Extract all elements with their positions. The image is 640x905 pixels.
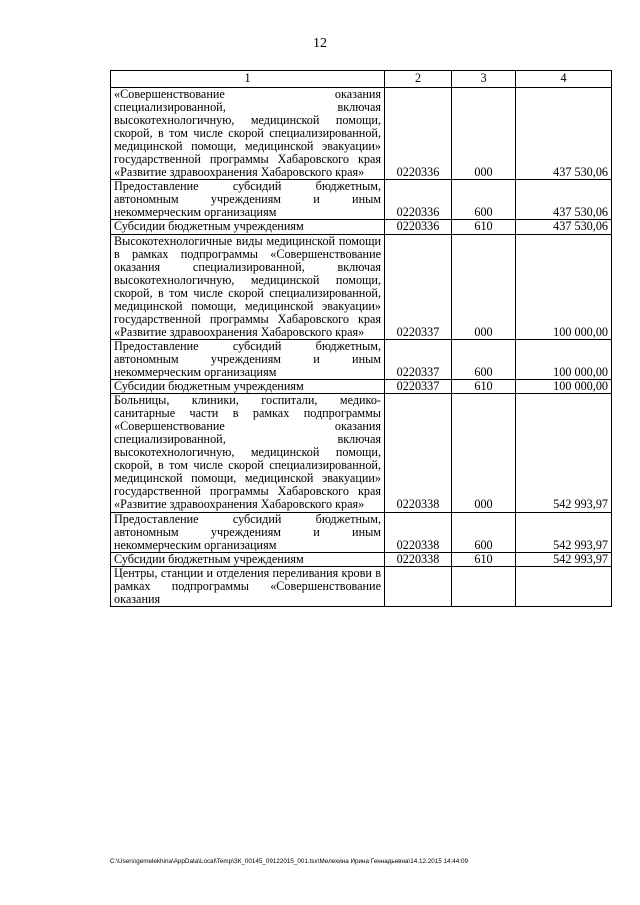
row-expense-type: 600: [452, 512, 516, 552]
row-description: Субсидии бюджетным учреждениям: [111, 380, 385, 394]
column-header-2: 2: [385, 71, 452, 88]
row-target-code: 0220338: [385, 394, 452, 512]
row-amount: 542 993,97: [516, 512, 612, 552]
row-expense-type: 610: [452, 380, 516, 394]
table-row: [111, 180, 612, 220]
row-description: Предоставление субсидий бюджетным, автономным учреждениям и иным некоммерческим организациям: [111, 180, 385, 220]
table-header-row: [111, 71, 612, 88]
row-target-code: 0220337: [385, 380, 452, 394]
row-target-code: [385, 566, 452, 606]
row-target-code: 0220337: [385, 339, 452, 379]
row-description: Субсидии бюджетным учреждениям: [111, 552, 385, 566]
row-target-code: 0220338: [385, 552, 452, 566]
budget-table: [110, 70, 612, 607]
row-amount: 542 993,97: [516, 552, 612, 566]
row-target-code: 0220338: [385, 512, 452, 552]
table-row: [111, 566, 612, 606]
row-amount: 437 530,06: [516, 180, 612, 220]
row-amount: 542 993,97: [516, 394, 612, 512]
page-number: 12: [313, 36, 327, 51]
row-target-code: 0220337: [385, 234, 452, 339]
row-expense-type: 610: [452, 220, 516, 234]
row-amount: 437 530,06: [516, 88, 612, 180]
column-header-4: 4: [516, 71, 612, 88]
table-row: [111, 380, 612, 394]
row-expense-type: 600: [452, 180, 516, 220]
row-expense-type: 610: [452, 552, 516, 566]
footer-file-path: C:\Users\gemelekhina\AppData\Local\Temp\ЗК_00145_09122015_001.tsx\Мелехина Ирина Геннадьевна\14.12.2015 14:44:09: [110, 858, 469, 865]
table-row: [111, 394, 612, 512]
row-description: «Совершенствование оказания специализированной, включая высокотехнологичную, медицинской помощи, скорой, в том числе скорой специализированной, медицинской помощи, медицинской эвакуации» государственной программы Хабаровского края «Развитие здравоохранения Хабаровского края»: [111, 88, 385, 180]
row-amount: 437 530,06: [516, 220, 612, 234]
row-expense-type: [452, 566, 516, 606]
table-row: [111, 88, 612, 180]
row-expense-type: 600: [452, 339, 516, 379]
table-row: [111, 234, 612, 339]
row-amount: 100 000,00: [516, 339, 612, 379]
row-description: Предоставление субсидий бюджетным, автономным учреждениям и иным некоммерческим организациям: [111, 512, 385, 552]
row-amount: 100 000,00: [516, 234, 612, 339]
row-description: Предоставление субсидий бюджетным, автономным учреждениям и иным некоммерческим организациям: [111, 339, 385, 379]
row-target-code: 0220336: [385, 88, 452, 180]
table-row: [111, 552, 612, 566]
row-target-code: 0220336: [385, 220, 452, 234]
row-expense-type: 000: [452, 234, 516, 339]
table-row: [111, 220, 612, 234]
row-expense-type: 000: [452, 88, 516, 180]
row-description: Высокотехнологичные виды медицинской помощи в рамках подпрограммы «Совершенствование оказания специализированной, включая высокотехнологичную, медицинской помощи, скорой, в том числе скорой специализированной, медицинской помощи, медицинской эвакуации» государственной программы Хабаровского края «Развитие здравоохранения Хабаровского края»: [111, 234, 385, 339]
column-header-1: 1: [111, 71, 385, 88]
row-description: Центры, станции и отделения переливания крови в рамках подпрограммы «Совершенствование оказания: [111, 566, 385, 606]
row-description: Субсидии бюджетным учреждениям: [111, 220, 385, 234]
column-header-3: 3: [452, 71, 516, 88]
table-row: [111, 339, 612, 379]
row-target-code: 0220336: [385, 180, 452, 220]
row-amount: [516, 566, 612, 606]
row-amount: 100 000,00: [516, 380, 612, 394]
table-row: [111, 512, 612, 552]
row-description: Больницы, клиники, госпитали, медико-санитарные части в рамках подпрограммы «Совершенствование оказания специализированной, включая высокотехнологичную, медицинской помощи, скорой, в том числе скорой специализированной, медицинской помощи, медицинской эвакуации» государственной программы Хабаровского края «Развитие здравоохранения Хабаровского края»: [111, 394, 385, 512]
row-expense-type: 000: [452, 394, 516, 512]
